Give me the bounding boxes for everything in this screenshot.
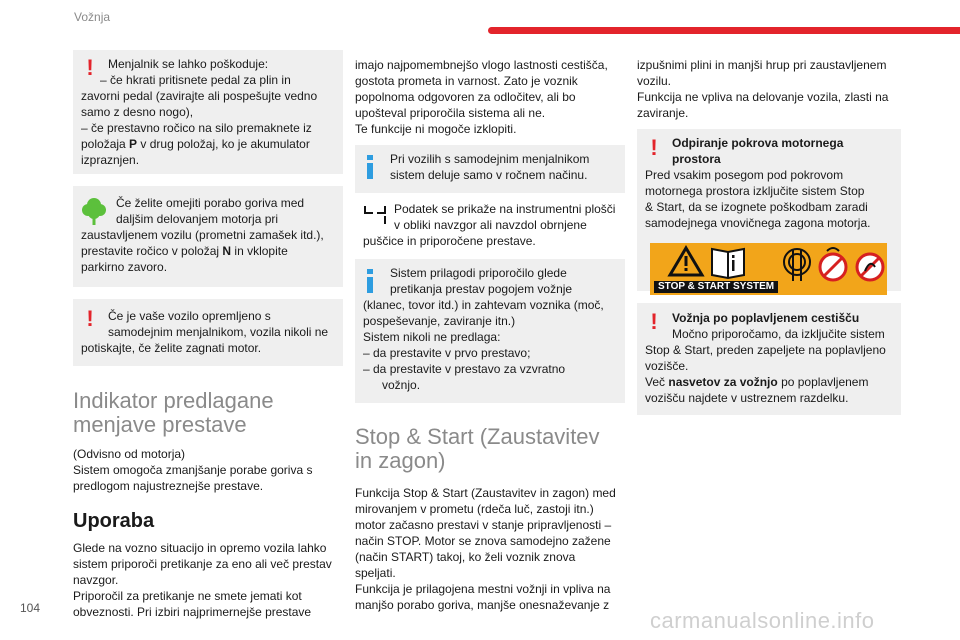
text-line: izpušnimi plini in manjši hrup pri zaustavljenem [637,58,887,72]
warning-icon: ! [86,55,94,80]
text-line: Te funkcije ni mogoče izklopiti. [355,122,517,136]
text-run: Več [645,375,669,389]
info-icon [367,269,373,298]
column-middle [355,57,625,613]
text-line: (način START) takoj, ko želi voznik znova [355,550,576,564]
text-run-bold: P [129,137,138,151]
warning-title: Vožnja po poplavljenem cestišču [672,311,860,325]
warning-line: zavorni pedal (zavirajte ali pospešujte vedno [81,89,318,103]
warning-title: Odpiranje pokrova motornega [672,136,844,150]
warning-line: Če je vaše vozilo opremljeno s [108,309,271,323]
warning-line: motornega prostora izključite sistem Stop [645,184,865,198]
text-line: sistem priporoči pretikanje za eno ali več prestav [73,557,332,571]
warning-box-flooded-road [637,303,901,415]
text-line: vozilu. [637,74,672,88]
heading-line: menjave prestave [73,412,247,437]
text-line: Glede na vozno situacijo in opremo vozila lahko [73,541,327,555]
warning-line [81,136,335,152]
column-left [73,50,343,620]
warning-line: & Start, da se izognete poškodbam zaradi [645,200,868,214]
text-line: Podatek se prikaže na instrumentni plošči [394,202,616,216]
warning-line [645,374,893,390]
gear-display-note [355,201,625,249]
warning-icon: ! [650,309,658,334]
section-heading-gear-indicator [73,389,343,437]
text-line: upošteval priporočila sistema ali ne. [355,106,546,120]
text-run: in vklopite [231,244,288,258]
column-right [637,57,901,415]
text-line: predlogom najustreznejše prestave. [73,479,264,493]
warning-line: Stop & Start, preden zapeljete na poplavljeno [645,343,886,357]
text-line: (Odvisno od motorja) [73,447,186,461]
heading-line: Stop & Start (Zaustavitev [355,424,600,449]
tip-line [81,243,335,259]
warning-icon: ! [650,135,658,160]
text-line: v obliki navzgor ali navzdol obrnjene [394,218,587,232]
info-icon [367,155,373,184]
info-line: pretikanja prestav pogojem vožnje [390,282,573,296]
warning-box-transmission [73,50,343,174]
paragraph-stop-start [355,485,625,613]
text-line: Priporočil za pretikanje ne smete jemati kot [73,589,302,603]
eco-tree-icon [82,196,106,231]
warning-line: Menjalnik se lahko poškoduje: [108,57,269,71]
text-line: način STOP. Motor se znova samodejno zažene [355,534,611,548]
stop-start-warning-label [650,243,887,295]
info-line: vožnjo. [382,378,421,392]
info-line: – da prestavite v prestavo za vzvratno [363,362,566,376]
tip-line: zaustavljenem vozilu (prometni zamašek itd.), [81,228,324,242]
text-run-bold: N [222,244,232,258]
warning-line: Pred vsakim posegom pod pokrovom [645,168,844,182]
info-line: sistem deluje samo v ročnem načinu. [390,168,588,182]
text-line: navzgor. [73,573,119,587]
text-line: obveznosti. Pri izbiri najprimernejše prestave [73,605,312,619]
text-run: položaja [81,137,130,151]
warning-line: samo z desno nogo), [81,105,194,119]
text-line: Sistem omogoča zmanjšanje porabe goriva s [73,463,313,477]
page-number: 104 [20,601,41,615]
heading-line: in zagon) [355,448,446,473]
paragraph-usage [73,540,343,620]
warning-line: vozišče. [645,359,689,373]
warning-line: vozišču najdete v ustreznem razdelku. [645,391,849,405]
warning-line: potiskajte, če želite zagnati motor. [81,341,262,355]
text-line: zaviranje. [637,106,689,120]
text-line: Funkcija je prilagojena mestni vožnji in vpliva na [355,582,611,596]
text-line: puščice in priporočene prestave. [363,234,536,248]
text-line: speljati. [355,566,396,580]
info-line: – da prestavite v prvo prestavo; [363,346,531,360]
info-line: (klanec, tovor itd.) in zahtevam voznika (moč, [363,298,604,312]
warning-box-bonnet [637,129,901,291]
warning-line: samodejnim menjalnikom, vozila nikoli ne [108,325,329,339]
header-section-title: Vožnja [74,10,111,24]
text-run: prestavite ročico v položaj [81,244,223,258]
section-heading-stop-start [355,425,625,473]
text-run-bold: nasvetov za vožnjo [668,375,778,389]
eco-tip-box [73,186,343,287]
info-line: Pri vozilih s samodejnim menjalnikom [390,152,590,166]
warning-line: – če prestavno ročico na silo premaknete iz [81,121,312,135]
text-line: motor začasno prestavi v stanje pripravljenosti – [355,518,612,532]
text-line: Funkcija ne vpliva na delovanje vozila, zlasti na [637,90,889,104]
info-line: Sistem nikoli ne predlaga: [363,330,501,344]
text-run: po poplavljenem [777,375,869,389]
info-box-automatic [355,145,625,193]
gear-shift-arrow-icon [363,205,387,230]
text-line: Funkcija Stop & Start (Zaustavitev in zagon) med [355,486,616,500]
watermark: carmanualsonline.info [650,608,875,633]
header-accent-bar [488,27,960,34]
tip-line: daljšim delovanjem motorja pri [116,212,279,226]
subheading-usage: Uporaba [73,510,155,532]
warning-box-push-start [73,299,343,366]
heading-line: Indikator predlagane [73,388,274,413]
paragraph-responsibility [355,57,625,137]
tip-line: parkirno zavoro. [81,260,168,274]
info-line: pospeševanje, zaviranje itn.) [363,314,516,328]
warning-icon: ! [86,306,94,331]
text-line: imajo najpomembnejšo vlogo lastnosti cestišča, [355,58,608,72]
text-line: gostota prometa in varnost. Zato je voznik [355,74,578,88]
text-line: manjšo porabo goriva, manjše onesnaževanje z [355,598,610,612]
text-line: popolnoma odgovoren za odločitev, ali bo [355,90,576,104]
warning-line: izpraznjen. [81,153,140,167]
paragraph-benefits [637,57,901,121]
paragraph-gear-intro [73,446,343,494]
warning-title: prostora [672,152,721,166]
label-caption: STOP & START SYSTEM [654,281,778,293]
warning-line: samodejnega vnovičnega zagona motorja. [645,216,871,230]
text-line: mirovanjem v prometu (rdeča luč, zastoji itn.) [355,502,594,516]
text-run: v drug položaj, ko je akumulator [137,137,310,151]
warning-line: – če hkrati pritisnete pedal za plin in [100,73,291,87]
tip-line: Če želite omejiti porabo goriva med [116,196,305,210]
info-box-adaptation [355,259,625,403]
info-line: Sistem prilagodi priporočilo glede [390,266,567,280]
warning-line: Močno priporočamo, da izključite sistem [672,327,885,341]
